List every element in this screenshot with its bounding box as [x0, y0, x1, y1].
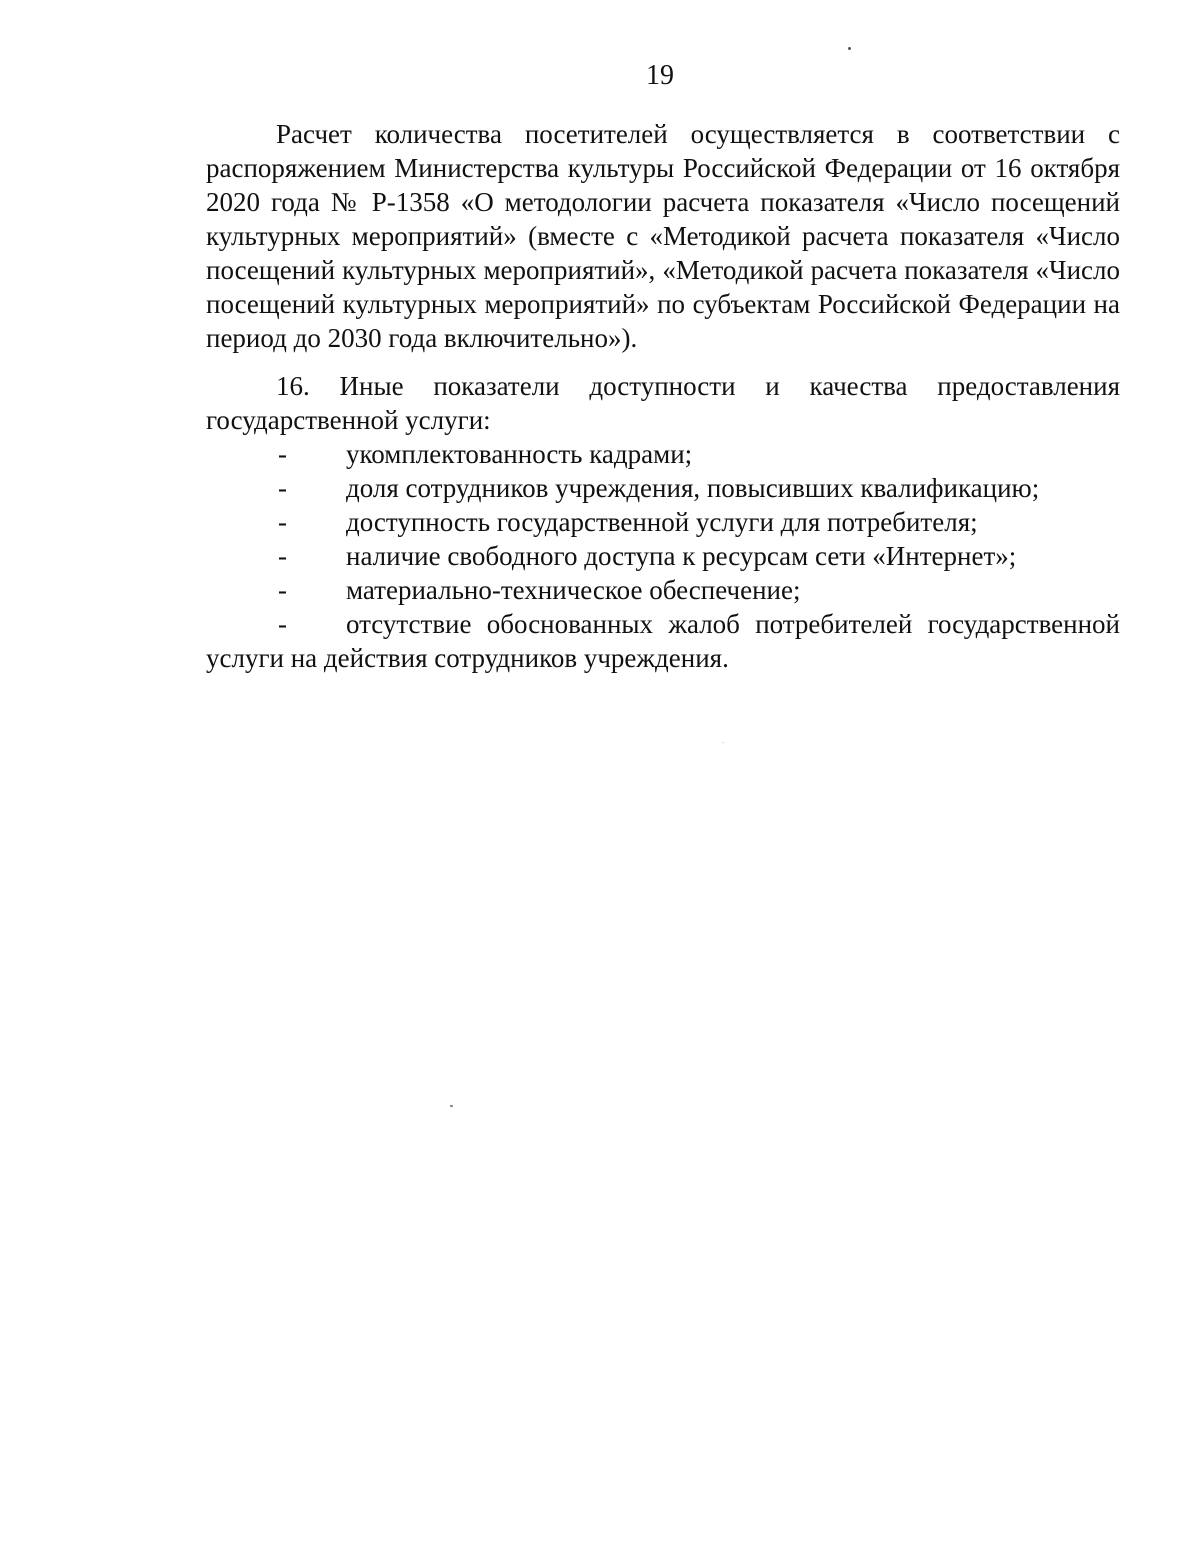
section-16-heading: 16. Иные показатели доступности и качества предоставления государственной услуги: [206, 371, 1120, 435]
paragraph-text: Расчет количества посетителей осуществляется в соответствии с распоряжением Министерства культуры Российской Федерации от 16 октября 2020 года № Р-1358 «О методологии расчета показателя «Число посещений культурных мероприятий» (вместе с «Методикой расчета показателя «Число посещений культурных мероприятий», «Методикой расчета показателя «Число посещений культурных мероприятий» по субъектам Российской Федерации на период до 2030 года включительно»). [206, 119, 1120, 353]
list-dash: - [278, 575, 287, 605]
scan-speck [450, 1105, 453, 1107]
list-dash: - [278, 473, 287, 503]
list-item [206, 607, 1120, 675]
scan-speck [722, 742, 724, 743]
list-item [206, 573, 1120, 607]
paragraph-visitor-calculation [206, 117, 1120, 355]
list-item-text: доступность государственной услуги для потребителя; [346, 507, 978, 537]
list-dash: - [278, 439, 287, 469]
scan-speck [848, 47, 851, 50]
list-item [206, 471, 1120, 505]
list-item-text: доля сотрудников учреждения, повысивших квалификацию; [346, 473, 1040, 503]
list-dash: - [278, 541, 287, 571]
section-16-indicators [206, 369, 1120, 675]
page-number: 19 [646, 60, 674, 91]
list-item-text: материально-техническое обеспечение; [346, 575, 801, 605]
list-item [206, 437, 1120, 471]
list-dash: - [278, 507, 287, 537]
list-item [206, 505, 1120, 539]
list-item-text: укомплектованность кадрами; [346, 439, 693, 469]
indicator-list [206, 437, 1120, 675]
list-item-text: наличие свободного доступа к ресурсам сети «Интернет»; [346, 541, 1017, 571]
list-dash: - [278, 609, 287, 639]
list-item [206, 539, 1120, 573]
list-item-text: отсутствие обоснованных жалоб потребителей государственной услуги на действия сотрудников учреждения. [206, 609, 1120, 673]
